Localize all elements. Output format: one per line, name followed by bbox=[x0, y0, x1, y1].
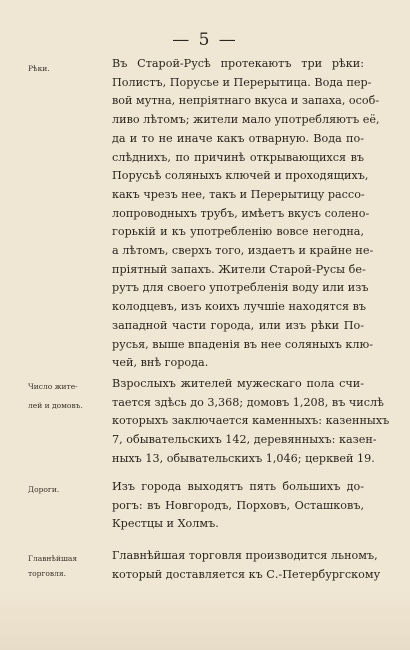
margin-label-line: лей и домовъ. bbox=[28, 401, 83, 410]
text-line: вой мутна, непріятнаго вкуса и запаха, особ- bbox=[112, 94, 380, 108]
text-line: который доставляется къ С.-Петербургскому bbox=[112, 567, 381, 581]
text-line: 7, обывательскихъ 142, деревянныхъ: казен- bbox=[112, 433, 377, 447]
text-line: рутъ для своего употребленія воду или изъ bbox=[112, 281, 369, 295]
text-line: русья, выше впаденія въ нее соляныхъ клю- bbox=[112, 337, 373, 351]
margin-label bbox=[28, 484, 90, 495]
paragraph bbox=[112, 55, 380, 373]
margin-label-line: Главнѣйшая bbox=[28, 554, 78, 563]
text-line: которыхъ заключается каменныхъ: казенныхъ bbox=[112, 414, 390, 428]
margin-label-line: торговля. bbox=[28, 569, 67, 578]
text-line: слѣднихъ, по причинѣ открывающихся въ bbox=[112, 150, 364, 164]
text-line: пріятный запахъ. Жители Старой-Русы бе- bbox=[112, 262, 366, 276]
margin-label bbox=[28, 381, 90, 411]
margin-label-line: Рѣки. bbox=[28, 64, 50, 73]
text-line: колодцевъ, изъ коихъ лучшіе находятся въ bbox=[112, 300, 367, 314]
text-line: рогъ: въ Новгородъ, Порховъ, Осташковъ, bbox=[112, 498, 364, 512]
text-line: лопроводныхъ трубъ, имѣетъ вкусъ солено- bbox=[112, 206, 370, 220]
paragraph bbox=[112, 547, 381, 584]
margin-label-line: Дороги. bbox=[28, 485, 60, 494]
paragraph bbox=[112, 375, 390, 469]
page-bottom-shading bbox=[0, 590, 410, 650]
text-line: Въ Старой-Русѣ протекаютъ три рѣки: bbox=[112, 57, 364, 70]
text-line: а лѣтомъ, сверхъ того, издаетъ и крайне не- bbox=[112, 244, 374, 258]
text-line: Изъ города выходятъ пять большихъ до- bbox=[112, 480, 364, 493]
margin-label bbox=[28, 553, 90, 579]
text-line: западной части города, или изъ рѣки По- bbox=[112, 318, 364, 332]
page-number: — 5 — bbox=[172, 30, 238, 50]
text-line: Порусьѣ соляныхъ ключей и проходящихъ, bbox=[112, 169, 369, 183]
text-line: чей, внѣ города. bbox=[112, 356, 209, 370]
text-line: ливо лѣтомъ; жители мало употребляютъ её, bbox=[112, 113, 380, 127]
text-line: горькій и къ употребленію вовсе негодна, bbox=[112, 225, 364, 239]
text-line: да и то не иначе какъ отварную. Вода по- bbox=[112, 131, 364, 145]
text-line: Полистъ, Порусье и Перерытица. Вода пер- bbox=[112, 75, 372, 89]
margin-label bbox=[28, 63, 90, 74]
margin-label-line: Число жите- bbox=[28, 382, 78, 391]
paragraph bbox=[112, 478, 364, 534]
text-line: тается здѣсь до 3,368; домовъ 1,208, въ числѣ bbox=[112, 395, 384, 409]
text-line: ныхъ 13, обывательскихъ 1,046; церквей 19. bbox=[112, 451, 375, 465]
text-line: Крестцы и Холмъ. bbox=[112, 517, 219, 531]
text-line: Взрослыхъ жителей мужескаго пола счи- bbox=[112, 377, 364, 390]
text-line: какъ чрезъ нее, такъ и Перерытицу рассо- bbox=[112, 187, 365, 201]
text-line: Главнѣйшая торговля производится льномъ, bbox=[112, 549, 378, 562]
